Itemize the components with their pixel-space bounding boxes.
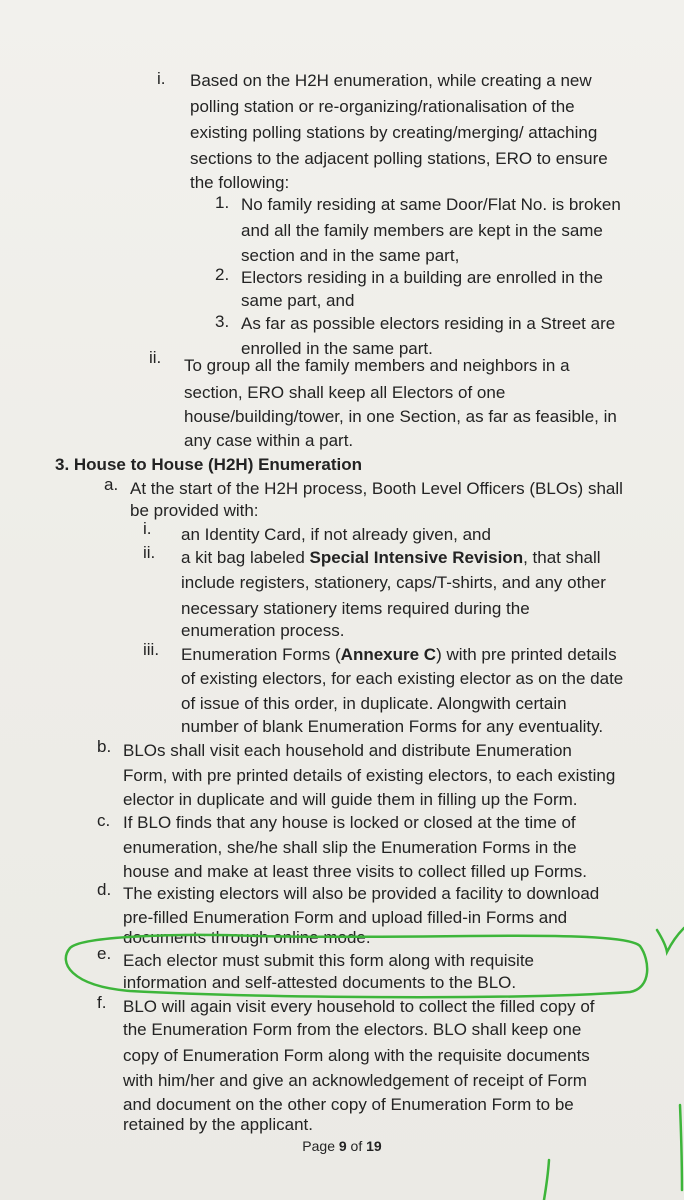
item-d-marker: d. <box>97 880 112 899</box>
item-i-marker: i. <box>157 69 166 88</box>
item-a-line-1: At the start of the H2H process, Booth Level Officers (BLOs) shall <box>130 479 623 498</box>
item-a-i-marker: i. <box>143 519 152 538</box>
item-i-line-4: sections to the adjacent polling stations, ERO to ensure <box>190 149 608 168</box>
item-f-line-5: and document on the other copy of Enumeration Form to be <box>123 1095 574 1114</box>
item-a-ii-line-1 <box>181 547 601 569</box>
section-3-heading: 3. House to House (H2H) Enumeration <box>55 455 362 474</box>
item-a-iii-line-1 <box>181 644 617 666</box>
item-f-line-4: with him/her and give an acknowledgement of receipt of Form <box>123 1071 587 1090</box>
point-2-line-1: Electors residing in a building are enrolled in the <box>241 268 603 287</box>
item-a-ii-marker: ii. <box>143 543 156 562</box>
item-b-line-3: elector in duplicate and will guide them in filling up the Form. <box>123 790 578 809</box>
item-c-line-3: house and make at least three visits to collect filled up Forms. <box>123 862 587 881</box>
item-f-line-2: the Enumeration Form from the electors. BLO shall keep one <box>123 1020 582 1039</box>
item-d-line-2: pre-filled Enumeration Form and upload filled-in Forms and <box>123 908 568 927</box>
item-a-iii-line-3: of issue of this order, in duplicate. Alongwith certain <box>181 694 567 713</box>
item-i-line-2: polling station or re-organizing/rationalisation of the <box>190 97 575 116</box>
footer-prefix: Page <box>302 1138 339 1154</box>
item-b-line-1: BLOs shall visit each household and distribute Enumeration <box>123 741 572 760</box>
item-e-marker: e. <box>97 944 112 963</box>
item-f-line-3: copy of Enumeration Form along with the requisite documents <box>123 1046 590 1065</box>
footer-page-total: 19 <box>366 1138 382 1154</box>
item-d-line-3: documents through online mode. <box>123 928 371 947</box>
item-ii-line-3: house/building/tower, in one Section, as far as feasible, in <box>184 407 617 426</box>
item-a-iii-line-2: of existing electors, for each existing elector as on the date <box>181 669 624 688</box>
point-3-line-1: As far as possible electors residing in a Street are <box>241 314 616 333</box>
item-e-line-1: Each elector must submit this form along with requisite <box>123 951 535 970</box>
point-3-number: 3. <box>215 312 230 331</box>
item-a-iii-line-4: number of blank Enumeration Forms for any eventuality. <box>181 717 604 736</box>
item-f-marker: f. <box>97 993 107 1012</box>
point-1-line-3: section and in the same part, <box>241 246 460 265</box>
item-a-ii-line-4: enumeration process. <box>181 621 345 640</box>
item-ii-line-1: To group all the family members and neighbors in a <box>184 356 570 375</box>
footer-middle: of <box>346 1138 367 1154</box>
item-ii-line-4: any case within a part. <box>184 431 354 450</box>
item-a-marker: a. <box>104 475 119 494</box>
item-f-line-1: BLO will again visit every household to collect the filled copy of <box>123 997 595 1016</box>
item-ii-marker: ii. <box>149 348 162 367</box>
point-1-number: 1. <box>215 193 230 212</box>
item-i-line-3: existing polling stations by creating/merging/ attaching <box>190 123 598 142</box>
point-2-line-2: same part, and <box>241 291 355 310</box>
item-a-iii-text-post: ) with pre printed details <box>436 645 617 664</box>
item-a-iii-text-pre: Enumeration Forms ( <box>181 645 341 664</box>
page-footer <box>0 1138 684 1154</box>
item-i-line-1: Based on the H2H enumeration, while creating a new <box>190 71 592 90</box>
item-a-ii-text-pre: a kit bag labeled <box>181 548 310 567</box>
item-f-line-6: retained by the applicant. <box>123 1115 313 1134</box>
item-a-iii-marker: iii. <box>143 640 160 659</box>
annexure-c-label: Annexure C <box>340 645 437 664</box>
item-a-ii-text-post: , that shall <box>523 548 601 567</box>
footer-page-number: 9 <box>338 1138 347 1154</box>
point-1-line-1: No family residing at same Door/Flat No. is broken <box>241 195 621 214</box>
special-intensive-revision-label: Special Intensive Revision <box>309 548 524 567</box>
item-c-line-1: If BLO finds that any house is locked or closed at the time of <box>123 813 576 832</box>
item-a-ii-line-2: include registers, stationery, caps/T-shirts, and any other <box>181 573 606 592</box>
check-mark-icon <box>657 928 684 952</box>
item-ii-line-2: section, ERO shall keep all Electors of one <box>184 383 506 402</box>
item-c-marker: c. <box>97 811 111 830</box>
item-a-i-line-1: an Identity Card, if not already given, and <box>181 525 491 544</box>
item-a-ii-line-3: necessary stationery items required during the <box>181 599 530 618</box>
item-b-marker: b. <box>97 737 112 756</box>
point-3-line-2: enrolled in the same part. <box>241 339 433 358</box>
item-i-line-5: the following: <box>190 173 290 192</box>
point-1-line-2: and all the family members are kept in the same <box>241 221 603 240</box>
item-c-line-2: enumeration, she/he shall slip the Enumeration Forms in the <box>123 838 577 857</box>
item-a-line-2: be provided with: <box>130 501 259 520</box>
item-b-line-2: Form, with pre printed details of existing electors, to each existing <box>123 766 616 785</box>
item-e-line-2: information and self-attested documents to the BLO. <box>123 973 517 992</box>
pen-stroke-bottom-icon <box>544 1160 549 1200</box>
item-d-line-1: The existing electors will also be provided a facility to download <box>123 884 600 903</box>
point-2-number: 2. <box>215 265 230 284</box>
